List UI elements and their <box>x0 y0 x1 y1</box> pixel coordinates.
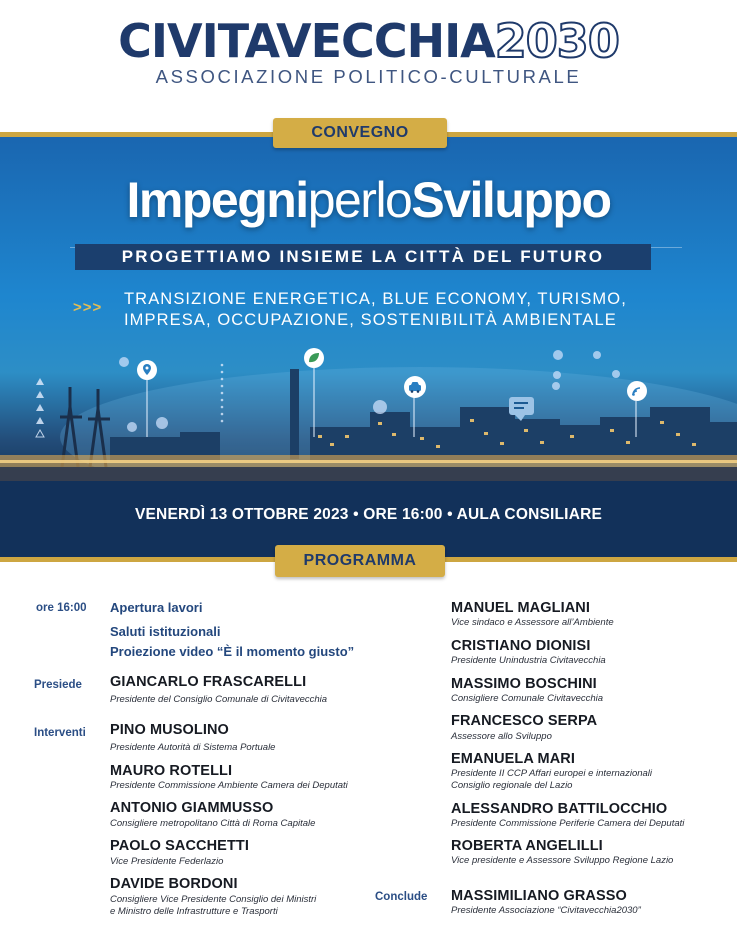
location-pin-icon <box>136 359 158 381</box>
speaker-role: Consigliere metropolitano Città di Roma Capitale <box>110 818 316 829</box>
speaker-role: Vice Presidente Federlazio <box>110 856 224 867</box>
logo-year: 2030 <box>494 14 619 68</box>
programma-badge: PROGRAMMA <box>275 545 445 577</box>
logo-wordmark <box>118 14 619 68</box>
chair-name: GIANCARLO FRASCARELLI <box>110 674 307 690</box>
speaker-role: Presidente Commissione Ambiente Camera dei Deputati <box>110 780 348 791</box>
themes-line-1: TRANSIZIONE ENERGETICA, BLUE ECONOMY, TURISMO, <box>124 290 627 308</box>
speaker-role: Presidente II CCP Affari europei e internazionali <box>451 768 653 779</box>
speaker-name: MANUEL MAGLIANI <box>451 600 590 616</box>
event-title <box>0 168 737 232</box>
speaker-role: Presidente Commissione Periferie Camera dei Deputati <box>451 818 685 829</box>
speaker-name: PINO MUSOLINO <box>110 722 229 738</box>
speaker-name: PAOLO SACCHETTI <box>110 838 249 854</box>
speaker-role-line-2: e Ministro delle Infrastrutture e Trasporti <box>110 906 278 917</box>
title-part-sviluppo: Sviluppo <box>411 172 611 228</box>
chat-bubble-icon <box>509 397 534 415</box>
speaker-role: Vice presidente e Assessore Sviluppo Regione Lazio <box>451 855 674 866</box>
convegno-badge: CONVEGNO <box>273 118 447 148</box>
time-label: ore 16:00 <box>36 602 87 614</box>
speaker-role: Assessore allo Sviluppo <box>451 731 552 742</box>
speaker-name: EMANUELA MARI <box>451 751 576 767</box>
title-part-perlo: perlo <box>307 172 412 228</box>
speaker-role: Vice sindaco e Assessore all’Ambiente <box>451 617 614 628</box>
programme-section <box>0 590 737 952</box>
speaker-role: Consigliere Vice Presidente Consiglio dei Ministri <box>110 894 317 905</box>
association-logo <box>0 14 737 88</box>
opening-item: Proiezione video “È il momento giusto” <box>110 644 355 659</box>
speaker-role: Presidente Autorità di Sistema Portuale <box>110 742 276 753</box>
speaker-name: ANTONIO GIAMMUSSO <box>110 800 274 816</box>
speakers-label: Interventi <box>34 727 86 739</box>
wifi-signal-icon <box>626 380 648 402</box>
closing-label: Conclude <box>375 891 428 903</box>
themes-arrows: >>> <box>73 299 103 316</box>
speaker-role: Presidente Unindustria Civitavecchia <box>451 655 606 666</box>
speaker-name: ROBERTA ANGELILLI <box>451 838 603 854</box>
speaker-name: DAVIDE BORDONI <box>110 876 238 892</box>
speaker-role: Consigliere Comunale Civitavecchia <box>451 693 604 704</box>
closing-speaker-name: MASSIMILIANO GRASSO <box>451 888 627 904</box>
speaker-name: FRANCESCO SERPA <box>451 713 598 729</box>
speaker-role-line-2: Consiglio regionale del Lazio <box>451 780 573 791</box>
chair-label: Presiede <box>34 679 82 691</box>
car-icon <box>403 375 427 399</box>
logo-subtitle: ASSOCIAZIONE POLITICO-CULTURALE <box>155 66 582 87</box>
closing-speaker-role: Presidente Associazione “Civitavecchia2030” <box>451 905 641 916</box>
speaker-name: MASSIMO BOSCHINI <box>451 676 597 692</box>
speaker-name: CRISTIANO DIONISI <box>451 638 591 654</box>
speaker-name: MAURO ROTELLI <box>110 763 233 779</box>
header <box>0 0 737 128</box>
speaker-name: ALESSANDRO BATTILOCCHIO <box>451 801 668 817</box>
opening-item: Saluti istituzionali <box>110 624 221 639</box>
themes-line-2: IMPRESA, OCCUPAZIONE, SOSTENIBILITÀ AMBIENTALE <box>124 311 617 329</box>
opening-item: Apertura lavori <box>110 600 203 615</box>
event-date-time-venue: VENERDÌ 13 OTTOBRE 2023 • ORE 16:00 • AULA CONSILIARE <box>134 506 603 523</box>
event-themes <box>124 289 627 331</box>
leaf-icon <box>303 347 325 369</box>
chair-role: Presidente del Consiglio Comunale di Civitavecchia <box>110 694 328 705</box>
event-subtitle: PROGETTIAMO INSIEME LA CITTÀ DEL FUTURO <box>75 244 651 270</box>
logo-word: CIVITAVECCHIA <box>118 14 495 68</box>
title-part-impegni: Impegni <box>126 172 308 228</box>
